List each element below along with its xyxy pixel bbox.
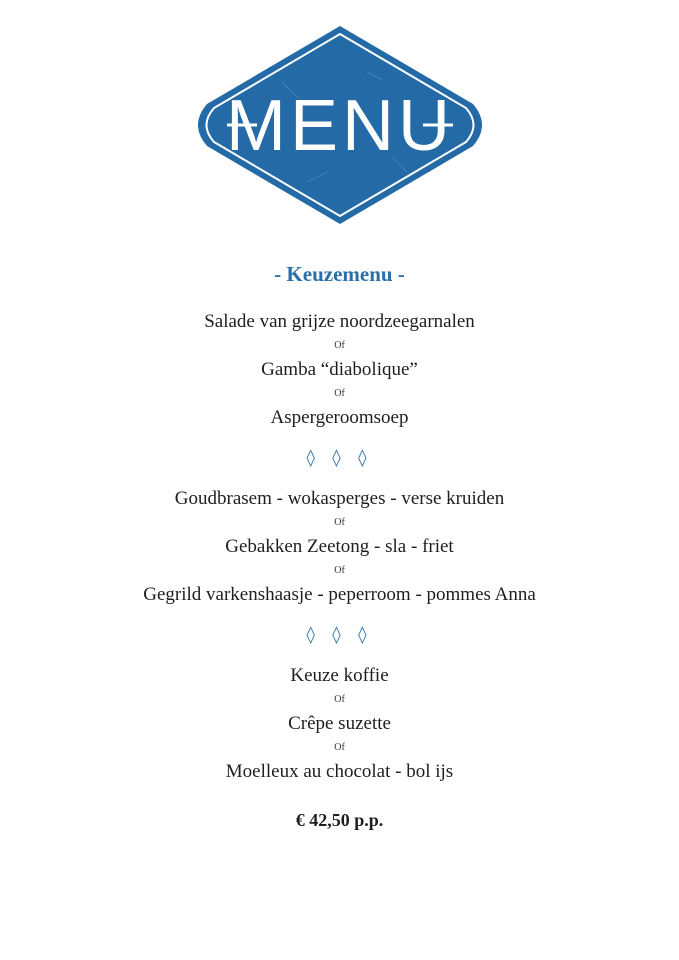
diamond-divider [0, 607, 679, 664]
dish-gamba: Gamba “diabolique” [261, 359, 418, 380]
course-2 [0, 487, 679, 607]
or-separator: Of [334, 565, 345, 576]
diamond-divider [0, 430, 679, 487]
menu-logo-text: MENU [226, 86, 454, 166]
price: € 42,50 p.p. [295, 810, 384, 830]
dish-koffie: Keuze koffie [290, 665, 389, 686]
or-separator: Of [334, 742, 345, 753]
dish-crepe: Crêpe suzette [288, 713, 391, 734]
or-separator: Of [334, 517, 345, 528]
course-1 [0, 310, 679, 430]
diamond-icons: ◊ ◊ ◊ [306, 448, 373, 468]
dish-goudbrasem: Goudbrasem - wokasperges - verse kruiden [174, 488, 505, 509]
dish-aspergeroomsoep: Aspergeroomsoep [270, 407, 409, 428]
dish-zeetong: Gebakken Zeetong - sla - friet [225, 536, 454, 557]
menu-body [0, 258, 679, 832]
menu-logo-badge [187, 22, 493, 228]
dish-moelleux: Moelleux au chocolat - bol ijs [225, 761, 454, 782]
dish-varkenshaasje: Gegrild varkenshaasje - peperroom - pommes Anna [143, 584, 536, 605]
dish-salade: Salade van grijze noordzeegarnalen [204, 311, 475, 332]
section-title: - Keuzemenu - [274, 262, 405, 286]
or-separator: Of [334, 388, 345, 399]
menu-logo [187, 22, 493, 228]
or-separator: Of [334, 694, 345, 705]
course-3 [0, 664, 679, 784]
diamond-icons: ◊ ◊ ◊ [306, 625, 373, 645]
or-separator: Of [334, 340, 345, 351]
